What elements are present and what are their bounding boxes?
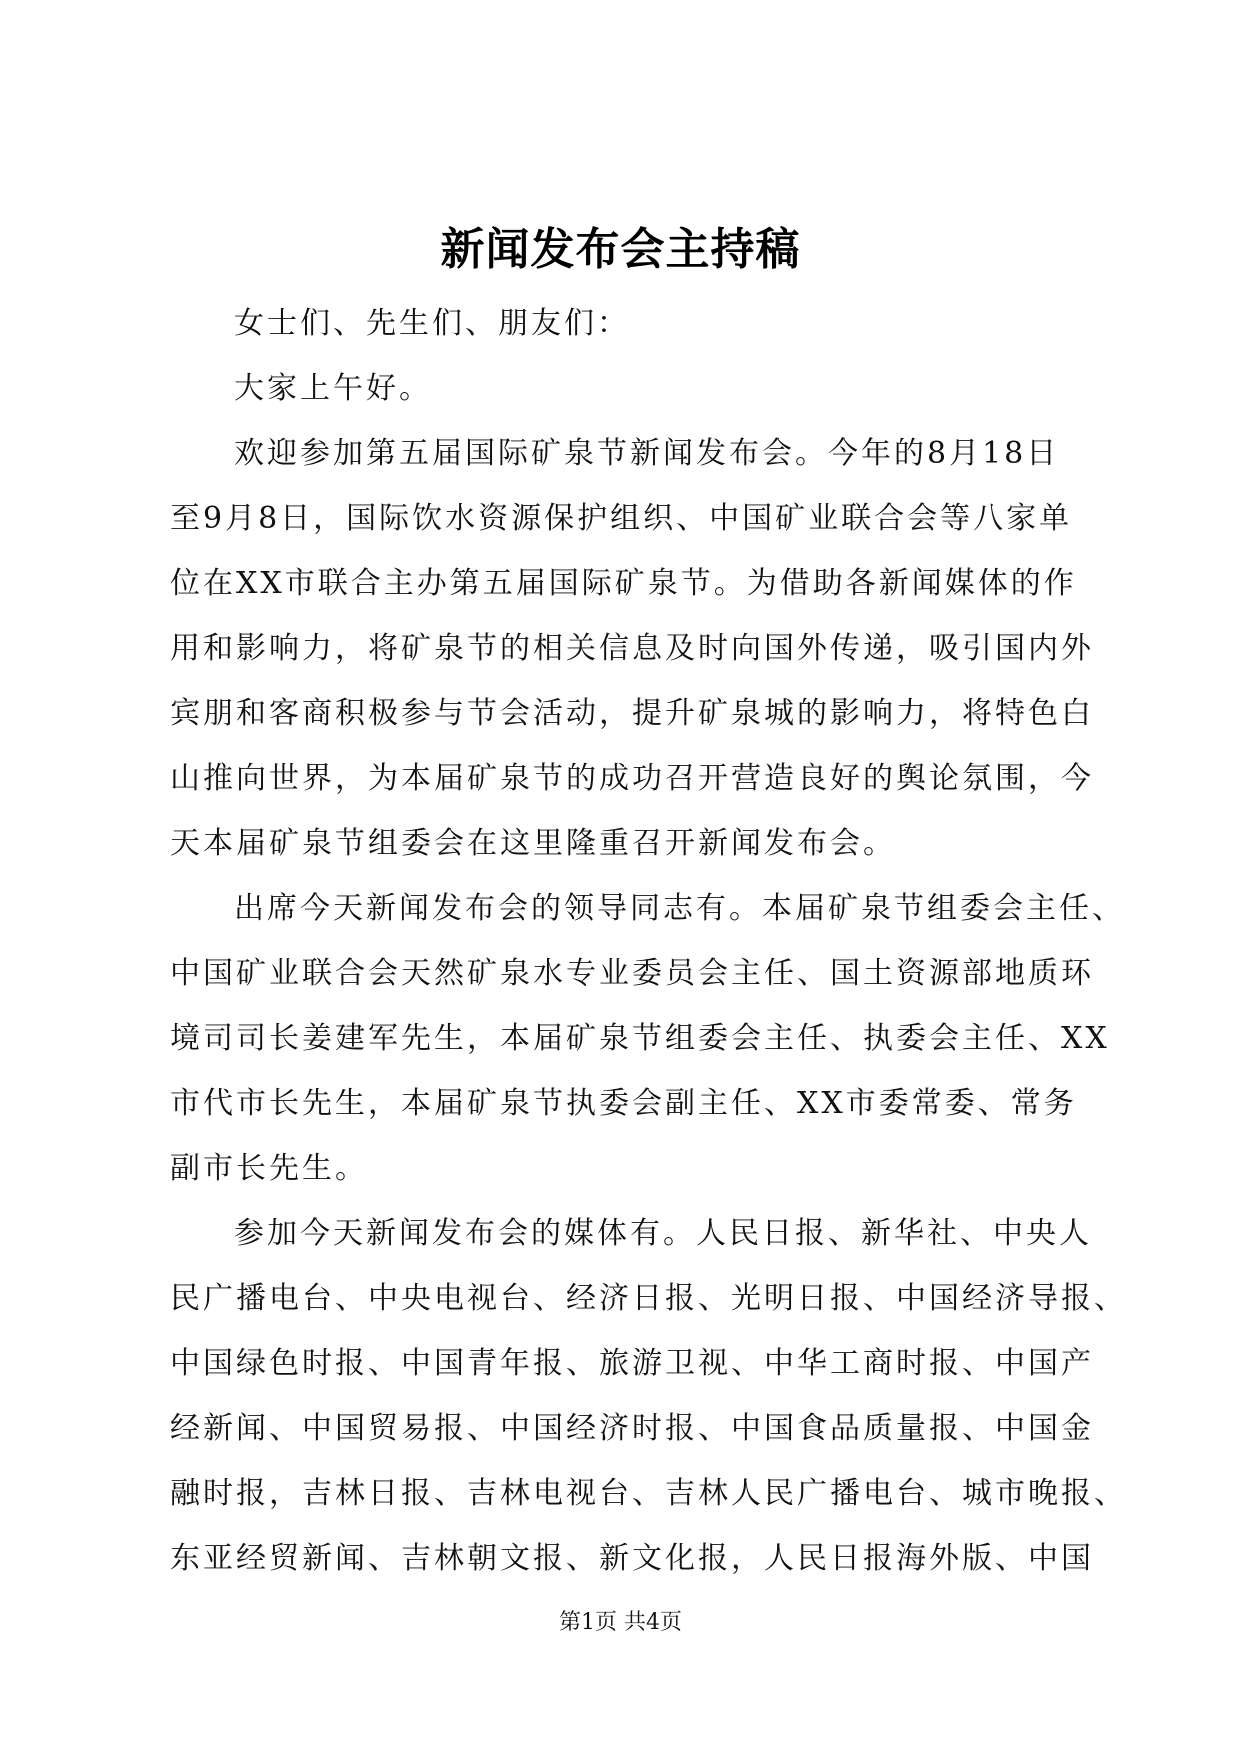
body-line: 天本届矿泉节组委会在这里隆重召开新闻发布会。 bbox=[170, 826, 896, 861]
page-footer: 第1页 共4页 bbox=[559, 1610, 682, 1635]
document-body bbox=[170, 291, 1127, 1591]
body-line: 中国绿色时报、中国青年报、旅游卫视、中华工商时报、中国产 bbox=[170, 1346, 1094, 1381]
body-line: 中国矿业联合会天然矿泉水专业委员会主任、国土资源部地质环 bbox=[170, 956, 1094, 991]
body-line: 宾朋和客商积极参与节会活动，提升矿泉城的影响力，将特色白 bbox=[170, 696, 1094, 731]
body-line: 市代市长先生，本届矿泉节执委会副主任、XX市委常委、常务 bbox=[170, 1086, 1077, 1121]
body-line: 出席今天新闻发布会的领导同志有。本届矿泉节组委会主任、 bbox=[234, 891, 1125, 926]
body-line: 女士们、先生们、朋友们： bbox=[234, 306, 630, 341]
body-line: 经新闻、中国贸易报、中国经济时报、中国食品质量报、中国金 bbox=[170, 1411, 1094, 1446]
body-line: 欢迎参加第五届国际矿泉节新闻发布会。今年的8月18日 bbox=[234, 436, 1060, 471]
body-line: 大家上午好。 bbox=[234, 371, 432, 406]
body-line: 东亚经贸新闻、吉林朝文报、新文化报，人民日报海外版、中国 bbox=[170, 1541, 1094, 1576]
body-line: 民广播电台、中央电视台、经济日报、光明日报、中国经济导报、 bbox=[170, 1281, 1127, 1316]
body-line: 境司司长姜建军先生，本届矿泉节组委会主任、执委会主任、XX bbox=[170, 1021, 1110, 1056]
body-line: 至9月8日，国际饮水资源保护组织、中国矿业联合会等八家单 bbox=[170, 501, 1073, 536]
body-line: 融时报，吉林日报、吉林电视台、吉林人民广播电台、城市晚报、 bbox=[170, 1476, 1127, 1511]
body-line: 参加今天新闻发布会的媒体有。人民日报、新华社、中央人 bbox=[234, 1216, 1092, 1251]
body-line: 用和影响力，将矿泉节的相关信息及时向国外传递，吸引国内外 bbox=[170, 631, 1094, 666]
document-title: 新闻发布会主持稿 bbox=[440, 224, 801, 275]
body-line: 山推向世界，为本届矿泉节的成功召开营造良好的舆论氛围，今 bbox=[170, 761, 1094, 796]
body-line: 副市长先生。 bbox=[170, 1151, 368, 1186]
body-line: 位在XX市联合主办第五届国际矿泉节。为借助各新闻媒体的作 bbox=[170, 566, 1077, 601]
